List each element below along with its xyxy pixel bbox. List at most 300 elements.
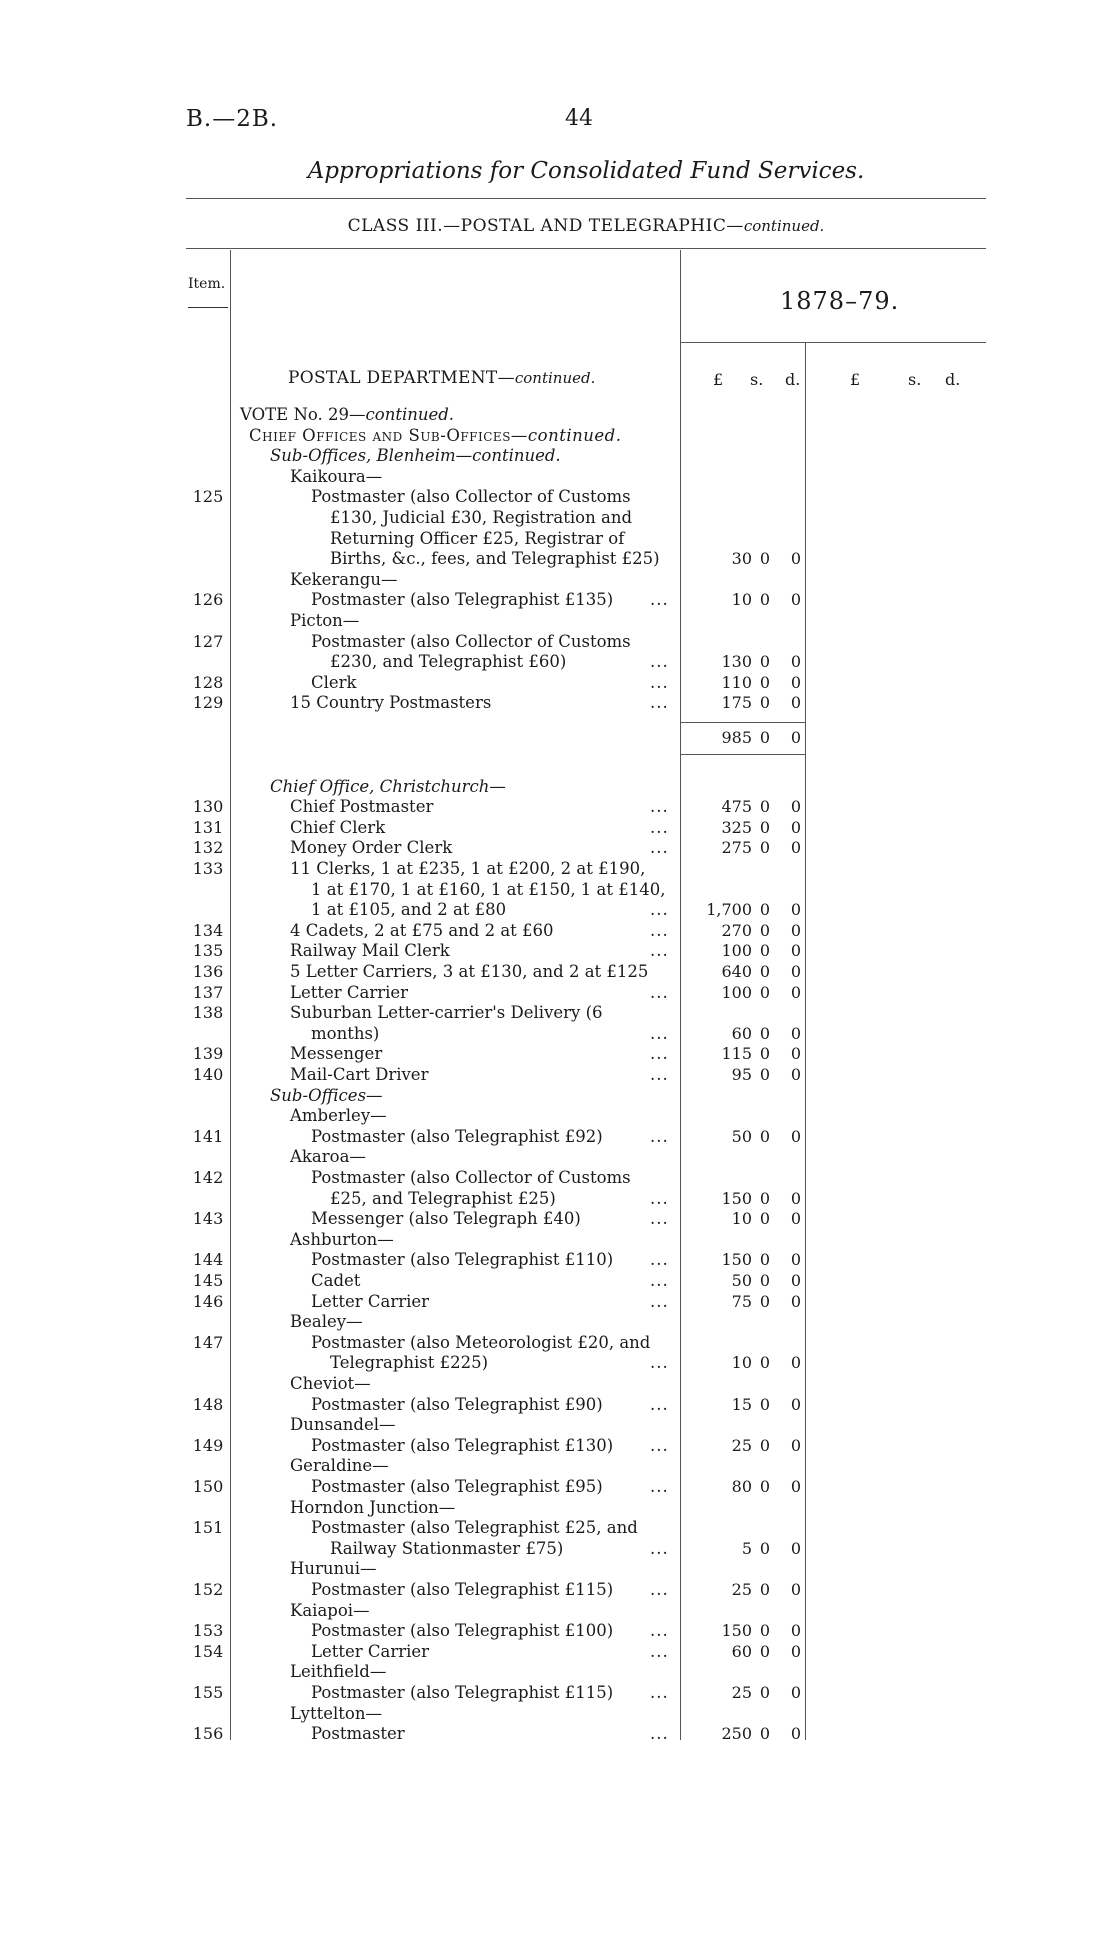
description-text: Clerk [311, 673, 357, 692]
pence-header-1: d. [785, 370, 801, 389]
description-text: Geraldine— [290, 1456, 389, 1475]
row-description [311, 1127, 603, 1147]
amount-pence: 0 [790, 983, 801, 1002]
amount-pence: 0 [790, 962, 801, 981]
shilling-header-1: s. [750, 370, 764, 389]
amount-shillings: 0 [759, 590, 771, 609]
leader-dots: ... [650, 1024, 669, 1043]
amount-pence: 0 [790, 1044, 801, 1063]
description-text: Postmaster (also Telegraphist £90) [311, 1395, 603, 1414]
row-description [330, 508, 632, 528]
description-text: Postmaster (also Telegraphist £100) [311, 1621, 614, 1640]
item-header-underline [188, 307, 228, 308]
description-text: Letter Carrier [290, 983, 409, 1002]
amount-shillings: 0 [759, 1250, 771, 1269]
year-header: 1878–79. [780, 287, 900, 315]
leader-dots: ... [650, 921, 669, 940]
leader-dots: ... [650, 983, 669, 1002]
amount-shillings: 0 [759, 673, 771, 692]
document-code: B.—2B. [186, 106, 279, 132]
item-number: 156 [192, 1724, 224, 1743]
amount-pence: 0 [790, 900, 801, 919]
amount-pence: 0 [790, 921, 801, 940]
description-text: Births, &c., fees, and Telegraphist £25) [330, 549, 660, 568]
description-text: Kaiapoi— [290, 1601, 370, 1620]
leader-dots: ... [650, 1292, 669, 1311]
amount-pounds: 30 [731, 549, 752, 568]
item-number: 153 [192, 1621, 224, 1640]
description-text: Postmaster (also Telegraphist £115) [311, 1580, 614, 1599]
leader-dots: ... [650, 673, 669, 692]
amount-pounds: 50 [731, 1271, 752, 1290]
amount-pounds: 270 [721, 921, 752, 940]
amount-pounds: 110 [721, 673, 752, 692]
amount-pence: 0 [790, 1271, 801, 1290]
pound-header-2: £ [850, 370, 861, 389]
row-description [311, 900, 506, 920]
description-text: Dunsandel— [290, 1415, 396, 1434]
description-text: Postmaster (also Telegraphist £135) [311, 590, 614, 609]
amount-pence: 0 [790, 1539, 801, 1558]
amount-shillings: 0 [759, 1271, 771, 1290]
amount-shillings: 0 [759, 1539, 771, 1558]
amount-shillings: 0 [759, 797, 771, 816]
amount-shillings: 0 [759, 693, 771, 712]
amount-pounds: 15 [731, 1395, 752, 1414]
continued-note: continued. [527, 426, 622, 445]
description-text: Letter Carrier [311, 1642, 430, 1661]
class-heading: CLASS III.—POSTAL AND TELEGRAPHIC—continued. [347, 216, 825, 236]
description-text: Akaroa— [290, 1147, 366, 1166]
description-text: Kekerangu— [290, 570, 398, 589]
amount-pounds: 95 [731, 1065, 752, 1084]
amount-pence: 0 [790, 1024, 801, 1043]
continued-note: continued. [365, 405, 455, 424]
amount-pounds: 50 [731, 1127, 752, 1146]
amount-pounds: 1,700 [706, 900, 752, 919]
amount-pounds: 100 [721, 983, 752, 1002]
description-text: Returning Officer £25, Registrar of [330, 529, 625, 548]
leader-dots: ... [650, 1271, 669, 1290]
amount-shillings: 0 [759, 549, 771, 568]
amount-shillings: 0 [759, 962, 771, 981]
amount-pence: 0 [790, 1065, 801, 1084]
item-number: 155 [192, 1683, 224, 1702]
description-text: Kaikoura— [290, 467, 383, 486]
amount-pence: 0 [790, 1642, 801, 1661]
leader-dots: ... [650, 1683, 669, 1702]
row-description [290, 941, 450, 961]
row-description [249, 426, 621, 446]
leader-dots: ... [650, 1436, 669, 1455]
continued-note: continued. [472, 446, 561, 465]
item-number: 152 [192, 1580, 224, 1599]
leader-dots: ... [650, 1621, 669, 1640]
row-description [290, 983, 408, 1003]
amount-pence: 0 [790, 1724, 801, 1743]
amount-pence: 0 [790, 1580, 801, 1599]
description-text: £25, and Telegraphist £25) [330, 1189, 556, 1208]
description-text: Postmaster (also Telegraphist £95) [311, 1477, 603, 1496]
description-text: Mail-Cart Driver [290, 1065, 429, 1084]
year-rule [680, 342, 986, 343]
amount-shillings: 0 [759, 1065, 771, 1084]
amount-pence: 0 [790, 1189, 801, 1208]
row-description [311, 487, 631, 507]
row-description [311, 1250, 613, 1270]
row-description [311, 1683, 613, 1703]
leader-dots: ... [650, 1539, 669, 1558]
row-description [311, 632, 631, 652]
amount-pounds: 25 [731, 1683, 752, 1702]
item-number: 146 [192, 1292, 224, 1311]
item-number: 134 [192, 921, 224, 940]
row-description [290, 693, 491, 713]
description-text: Postmaster (also Collector of Customs [311, 632, 631, 651]
amount-shillings: 0 [759, 941, 771, 960]
description-text: Amberley— [290, 1106, 387, 1125]
subtotal-rule [680, 722, 805, 723]
amount-pounds: 175 [721, 693, 752, 712]
description-text: VOTE No. 29— [240, 405, 366, 424]
item-number: 139 [192, 1044, 224, 1063]
description-text: Postmaster (also Telegraphist £130) [311, 1436, 614, 1455]
row-description [330, 652, 566, 672]
amount-pence: 0 [790, 693, 801, 712]
amount-pounds: 25 [731, 1580, 752, 1599]
amount-shillings: 0 [759, 1127, 771, 1146]
description-text: 15 Country Postmasters [290, 693, 492, 712]
amount-shillings: 0 [759, 1642, 771, 1661]
amount-pounds: 10 [731, 1209, 752, 1228]
amount-shillings: 0 [759, 1044, 771, 1063]
description-text: 1 at £105, and 2 at £80 [311, 900, 507, 919]
item-number: 127 [192, 632, 224, 651]
row-description [270, 446, 561, 466]
item-column-divider [230, 250, 231, 1740]
pence-header-2: d. [945, 370, 961, 389]
amount-pounds: 25 [731, 1436, 752, 1455]
description-text: Lyttelton— [290, 1704, 382, 1723]
description-text: Postmaster [311, 1724, 405, 1743]
item-number: 133 [192, 859, 224, 878]
item-number: 135 [192, 941, 224, 960]
title-rule [186, 198, 986, 199]
description-text: Bealey— [290, 1312, 363, 1331]
row-description [290, 1704, 382, 1724]
item-number: 143 [192, 1209, 224, 1228]
row-description [290, 1374, 371, 1394]
item-number: 147 [192, 1333, 224, 1352]
row-description [311, 1436, 613, 1456]
row-description [290, 1147, 366, 1167]
description-text: Hurunui— [290, 1559, 377, 1578]
amount-pounds: 100 [721, 941, 752, 960]
amount-shillings: 0 [759, 1395, 771, 1414]
pound-header-1: £ [713, 370, 724, 389]
amount-shillings: 0 [759, 1209, 771, 1228]
description-text: 4 Cadets, 2 at £75 and 2 at £60 [290, 921, 554, 940]
row-description [311, 1271, 360, 1291]
row-description [290, 962, 648, 982]
amount-shillings: 0 [759, 921, 771, 940]
description-text: Postmaster (also Telegraphist £25, and [311, 1518, 638, 1537]
amount-pence: 0 [790, 1683, 801, 1702]
amount-pence: 0 [790, 652, 801, 671]
description-text: Leithfield— [290, 1662, 387, 1681]
amount-pounds: 275 [721, 838, 752, 857]
row-description [311, 1292, 429, 1312]
amount-pence: 0 [790, 1353, 801, 1372]
leader-dots: ... [650, 1250, 669, 1269]
description-text: £230, and Telegraphist £60) [330, 652, 567, 671]
amount-pence: 0 [790, 1621, 801, 1640]
row-description [290, 1003, 603, 1023]
description-text: Messenger (also Telegraph £40) [311, 1209, 581, 1228]
leader-dots: ... [650, 590, 669, 609]
row-description [311, 1518, 638, 1538]
amount-pence: 0 [790, 1209, 801, 1228]
item-number: 151 [192, 1518, 224, 1537]
amount-pounds: 475 [721, 797, 752, 816]
description-text: Money Order Clerk [290, 838, 453, 857]
item-number: 131 [192, 818, 224, 837]
row-description [311, 673, 357, 693]
row-description [311, 1477, 603, 1497]
description-text: Ashburton— [290, 1230, 394, 1249]
amount-pounds: 325 [721, 818, 752, 837]
item-number: 142 [192, 1168, 224, 1187]
description-text: Messenger [290, 1044, 383, 1063]
item-number: 137 [192, 983, 224, 1002]
amount-pounds: 60 [731, 1024, 752, 1043]
row-description [311, 590, 613, 610]
leader-dots: ... [650, 1580, 669, 1599]
amount-shillings: 0 [759, 1724, 771, 1743]
row-description [290, 1312, 363, 1332]
amount-pounds: 115 [721, 1044, 752, 1063]
description-text: 5 Letter Carriers, 3 at £130, and 2 at £125 [290, 962, 649, 981]
leader-dots: ... [650, 1724, 669, 1743]
amount-pounds: 150 [721, 1621, 752, 1640]
amount-pounds: 10 [731, 1353, 752, 1372]
amount-shillings: 0 [759, 1580, 771, 1599]
amount-shillings: 0 [759, 1292, 771, 1311]
leader-dots: ... [650, 693, 669, 712]
row-description [290, 1456, 389, 1476]
leader-dots: ... [650, 838, 669, 857]
leader-dots: ... [650, 1642, 669, 1661]
row-description [311, 1168, 631, 1188]
amount-shillings: 0 [759, 1024, 771, 1043]
description-text: Postmaster (also Telegraphist £110) [311, 1250, 614, 1269]
item-number: 149 [192, 1436, 224, 1455]
description-text: Railway Mail Clerk [290, 941, 450, 960]
row-description [330, 1539, 563, 1559]
amount-pence: 0 [790, 1127, 801, 1146]
amount-pounds: 80 [731, 1477, 752, 1496]
row-description [290, 797, 433, 817]
row-description [290, 838, 452, 858]
description-text: Postmaster (also Telegraphist £115) [311, 1683, 614, 1702]
leader-dots: ... [650, 1477, 669, 1496]
leader-dots: ... [650, 797, 669, 816]
amount-shillings: 0 [759, 1353, 771, 1372]
amount-shillings: 0 [759, 1621, 771, 1640]
description-text: Sub-Offices, Blenheim— [270, 446, 473, 465]
description-text: 11 Clerks, 1 at £235, 1 at £200, 2 at £190, [290, 859, 646, 878]
item-number: 136 [192, 962, 224, 981]
description-text: Postmaster (also Collector of Customs [311, 1168, 631, 1187]
item-number: 128 [192, 673, 224, 692]
row-description [290, 859, 645, 879]
description-text: 1 at £170, 1 at £160, 1 at £150, 1 at £140, [311, 880, 666, 899]
row-description [290, 570, 397, 590]
amount-shillings: 0 [759, 1683, 771, 1702]
row-description [290, 1559, 377, 1579]
section-heading: POSTAL DEPARTMENT—continued. [288, 368, 596, 388]
row-description [311, 1621, 613, 1641]
amount-pounds: 75 [731, 1292, 752, 1311]
leader-dots: ... [650, 818, 669, 837]
leader-dots: ... [650, 1189, 669, 1208]
description-text: Horndon Junction— [290, 1498, 456, 1517]
description-text: Postmaster (also Collector of Customs [311, 487, 631, 506]
item-number: 154 [192, 1642, 224, 1661]
row-description [330, 1353, 488, 1373]
description-text: Chief Offices and Sub-Offices— [249, 426, 528, 445]
amount-shillings: 0 [759, 1189, 771, 1208]
description-text: Cheviot— [290, 1374, 371, 1393]
row-description [240, 405, 454, 425]
amount-shillings: 0 [759, 1436, 771, 1455]
amount-divider-mid [805, 342, 806, 1740]
amount-pounds: 130 [721, 652, 752, 671]
amount-shillings: 0 [759, 900, 771, 919]
row-description [290, 1065, 428, 1085]
amount-pounds: 10 [731, 590, 752, 609]
description-text: Railway Stationmaster £75) [330, 1539, 564, 1558]
page-title: Appropriations for Consolidated Fund Services. [307, 158, 865, 184]
amount-pence: 0 [790, 1395, 801, 1414]
description-text: Telegraphist £225) [330, 1353, 489, 1372]
leader-dots: ... [650, 1395, 669, 1414]
item-number: 140 [192, 1065, 224, 1084]
description-text: months) [311, 1024, 380, 1043]
description-text: Sub-Offices— [270, 1086, 383, 1105]
class-rule [186, 248, 986, 249]
row-description [270, 777, 506, 797]
amount-pence: 0 [790, 590, 801, 609]
description-text: £130, Judicial £30, Registration and [330, 508, 633, 527]
row-description [311, 880, 666, 900]
description-text: Postmaster (also Telegraphist £92) [311, 1127, 603, 1146]
amount-shillings: 0 [759, 818, 771, 837]
amount-pounds: 150 [721, 1189, 752, 1208]
item-number: 150 [192, 1477, 224, 1496]
row-description [290, 818, 385, 838]
leader-dots: ... [650, 652, 669, 671]
description-text: Chief Clerk [290, 818, 386, 837]
leader-dots: ... [650, 1044, 669, 1063]
item-number: 130 [192, 797, 224, 816]
amount-shillings: 0 [759, 728, 771, 747]
row-description [330, 529, 624, 549]
row-description [290, 611, 359, 631]
item-column-header: Item. [188, 276, 226, 292]
leader-dots: ... [650, 1127, 669, 1146]
row-description [311, 1209, 581, 1229]
amount-shillings: 0 [759, 838, 771, 857]
amount-pence: 0 [790, 1250, 801, 1269]
row-description [290, 467, 382, 487]
description-text: Chief Office, Christchurch— [270, 777, 506, 796]
description-text: Chief Postmaster [290, 797, 434, 816]
row-description [290, 1415, 396, 1435]
row-description [311, 1580, 613, 1600]
amount-shillings: 0 [759, 983, 771, 1002]
item-number: 141 [192, 1127, 224, 1146]
item-number: 126 [192, 590, 224, 609]
item-number: 148 [192, 1395, 224, 1414]
row-description [330, 1189, 556, 1209]
amount-pence: 0 [790, 549, 801, 568]
page-number: 44 [565, 106, 593, 131]
row-description [290, 921, 554, 941]
shilling-header-2: s. [908, 370, 922, 389]
amount-pence: 0 [790, 838, 801, 857]
amount-pounds: 150 [721, 1250, 752, 1269]
leader-dots: ... [650, 1065, 669, 1084]
item-number: 132 [192, 838, 224, 857]
amount-shillings: 0 [759, 652, 771, 671]
amount-pounds: 5 [741, 1539, 752, 1558]
subtotal-rule-bottom [680, 754, 805, 755]
amount-pounds: 60 [731, 1642, 752, 1661]
description-text: Suburban Letter-carrier's Delivery (6 [290, 1003, 603, 1022]
amount-shillings: 0 [759, 1477, 771, 1496]
item-number: 129 [192, 693, 224, 712]
row-description [290, 1106, 387, 1126]
leader-dots: ... [650, 941, 669, 960]
amount-pounds: 250 [721, 1724, 752, 1743]
item-number: 145 [192, 1271, 224, 1290]
leader-dots: ... [650, 900, 669, 919]
leader-dots: ... [650, 1353, 669, 1372]
row-description [311, 1395, 603, 1415]
description-text: Picton— [290, 611, 360, 630]
amount-pence: 0 [790, 1436, 801, 1455]
row-description [270, 1086, 383, 1106]
row-description [311, 1724, 405, 1744]
description-text: Letter Carrier [311, 1292, 430, 1311]
row-description [311, 1024, 379, 1044]
row-description [290, 1044, 382, 1064]
amount-pence: 0 [790, 797, 801, 816]
row-description [290, 1662, 386, 1682]
row-description [330, 549, 660, 569]
description-text: Cadet [311, 1271, 361, 1290]
row-description [311, 1642, 429, 1662]
leader-dots: ... [650, 1209, 669, 1228]
row-description [290, 1230, 394, 1250]
amount-pence: 0 [790, 818, 801, 837]
amount-pence: 0 [790, 728, 801, 747]
description-text: Postmaster (also Meteorologist £20, and [311, 1333, 651, 1352]
amount-pounds: 640 [721, 962, 752, 981]
item-number: 138 [192, 1003, 224, 1022]
item-number: 144 [192, 1250, 224, 1269]
